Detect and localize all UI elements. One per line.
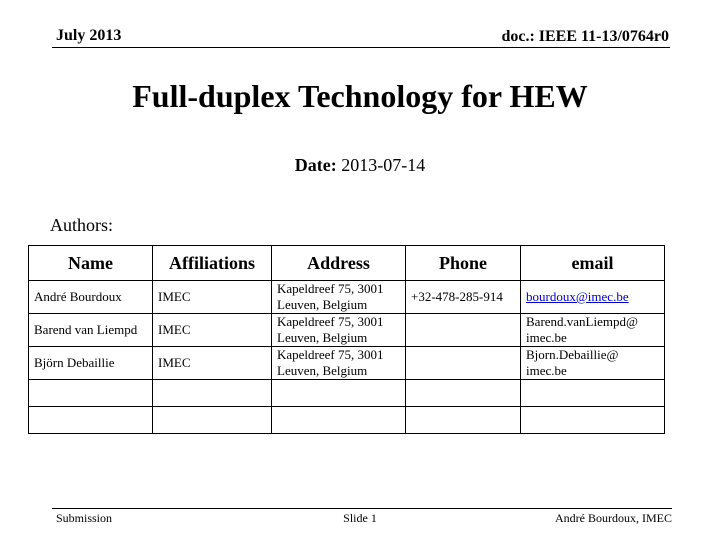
cell-name: Barend van Liempd	[29, 314, 153, 347]
slide-title: Full-duplex Technology for HEW	[132, 78, 588, 114]
cell-empty	[272, 407, 406, 434]
address-line: Leuven, Belgium	[277, 363, 368, 378]
authors-label: Authors:	[50, 215, 113, 235]
cell-address	[272, 281, 406, 314]
email-line: Barend.vanLiempd@	[526, 314, 638, 329]
cell-empty	[406, 407, 521, 434]
cell-phone: +32-478-285-914	[406, 281, 521, 314]
cell-affiliation: IMEC	[153, 347, 272, 380]
table-row-empty	[29, 407, 665, 434]
cell-empty	[29, 380, 153, 407]
email-line: imec.be	[526, 330, 567, 345]
table-header-row	[29, 246, 665, 281]
footer-submission: Submission	[56, 511, 113, 525]
cell-email	[521, 347, 665, 380]
address-line: Kapeldreef 75, 3001	[277, 281, 384, 296]
cell-email	[521, 314, 665, 347]
table-row	[29, 347, 665, 380]
cell-name: Björn Debaillie	[29, 347, 153, 380]
cell-email	[521, 281, 665, 314]
date-value: 2013-07-14	[341, 155, 426, 175]
header-date: July 2013	[56, 27, 122, 44]
cell-affiliation: IMEC	[153, 314, 272, 347]
address-line: Kapeldreef 75, 3001	[277, 314, 384, 329]
cell-empty	[521, 407, 665, 434]
footer-slide-number: Slide 1	[343, 511, 377, 525]
email-line: imec.be	[526, 363, 567, 378]
date-label: Date:	[294, 155, 337, 175]
column-header-affiliations: Affiliations	[153, 246, 272, 281]
column-header-email: email	[521, 246, 665, 281]
email-link[interactable]: bourdoux@imec.be	[526, 289, 629, 304]
cell-empty	[406, 380, 521, 407]
cell-affiliation: IMEC	[153, 281, 272, 314]
footer-divider	[52, 508, 672, 509]
cell-address	[272, 347, 406, 380]
cell-empty	[272, 380, 406, 407]
table-row	[29, 281, 665, 314]
cell-empty	[521, 380, 665, 407]
cell-phone	[406, 314, 521, 347]
date-line	[0, 155, 720, 176]
column-header-address: Address	[272, 246, 406, 281]
column-header-phone: Phone	[406, 246, 521, 281]
cell-address	[272, 314, 406, 347]
column-header-name: Name	[29, 246, 153, 281]
table-row-empty	[29, 380, 665, 407]
cell-phone	[406, 347, 521, 380]
footer-author: André Bourdoux, IMEC	[555, 511, 672, 525]
address-line: Leuven, Belgium	[277, 297, 368, 312]
cell-empty	[29, 407, 153, 434]
header-divider	[52, 47, 670, 48]
cell-empty	[153, 407, 272, 434]
address-line: Kapeldreef 75, 3001	[277, 347, 384, 362]
authors-table	[28, 245, 665, 434]
address-line: Leuven, Belgium	[277, 330, 368, 345]
table-row	[29, 314, 665, 347]
cell-empty	[153, 380, 272, 407]
header-doc-id: doc.: IEEE 11-13/0764r0	[501, 28, 669, 45]
cell-name: André Bourdoux	[29, 281, 153, 314]
email-line: Bjorn.Debaillie@	[526, 347, 619, 362]
